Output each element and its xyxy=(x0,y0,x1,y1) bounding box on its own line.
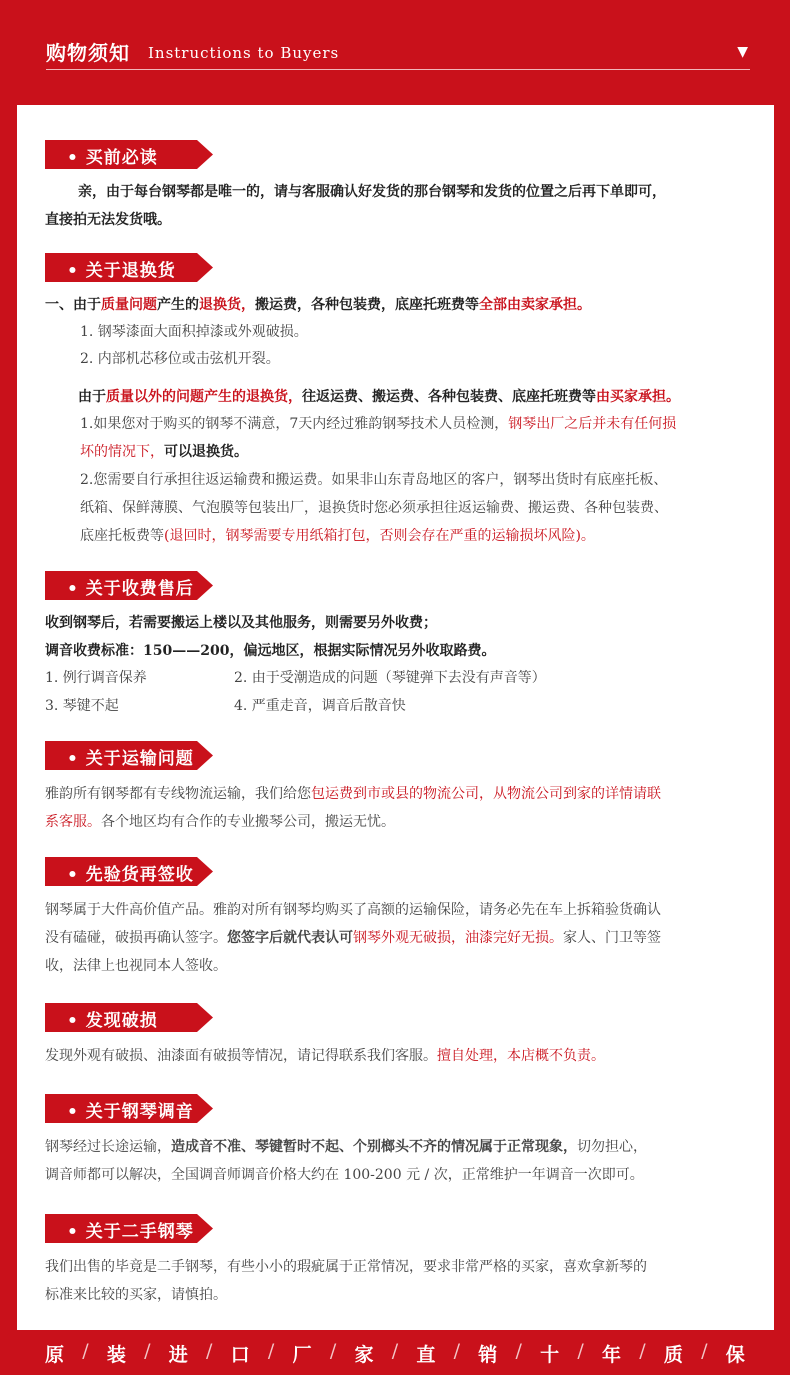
paragraph-line: 2. 内部机芯移位或击弦机开裂。 xyxy=(80,351,280,367)
text-run: 由于 xyxy=(78,389,106,405)
section-title: • 关于钢琴调音 xyxy=(67,1097,194,1122)
text-run: 系客服。 xyxy=(45,814,101,830)
section-title: • 关于退换货 xyxy=(67,256,176,281)
paragraph-line: 标准来比较的买家，请慎拍。 xyxy=(45,1287,227,1303)
list-item: 1. 例行调音保养 xyxy=(45,670,147,686)
paragraph-line xyxy=(45,924,661,952)
section-tag-inspect-before-signing xyxy=(45,857,213,886)
text-run: 您签字后就代表认可 xyxy=(227,930,353,946)
paragraph-line xyxy=(45,1133,647,1161)
text-run: 各个地区均有合作的专业搬琴公司，搬运无忧。 xyxy=(101,814,395,830)
text-run: 钢琴外观无破损，油漆完好无损。 xyxy=(353,930,563,946)
paragraph-line: 亲，由于每台钢琴都是唯一的，请与客服确认好发货的那台钢琴和发货的位置之后再下单即可， xyxy=(78,184,666,200)
text-run: 质量以外的问题产生的退换货， xyxy=(106,389,302,405)
text-run: 质量问题 xyxy=(101,297,157,313)
paragraph-line xyxy=(78,383,680,411)
text-run: 全部由卖家承担。 xyxy=(479,297,591,313)
text-run: 发现外观有破损、油漆面有破损等情况，请记得联系我们客服。 xyxy=(45,1048,437,1064)
paragraph-line xyxy=(45,291,591,319)
list-item: 2. 由于受潮造成的问题（琴键弹下去没有声音等） xyxy=(234,670,546,686)
footer-banner xyxy=(0,1330,790,1375)
slogan-char: 直 xyxy=(416,1344,436,1366)
slogan-char: 进 xyxy=(168,1344,188,1366)
text-run: 钢琴经过长途运输， xyxy=(45,1139,171,1155)
text-run: 底座托板费等 xyxy=(80,528,164,544)
paragraph-line xyxy=(80,438,248,466)
text-run: 家人、门卫等签 xyxy=(563,930,661,946)
section-tag-damage-found xyxy=(45,1003,213,1032)
slogan-char: 原 xyxy=(45,1344,65,1366)
text-run: 钢琴出厂之后并未有任何损 xyxy=(508,416,677,432)
section-title: • 发现破损 xyxy=(67,1006,158,1031)
header-divider xyxy=(46,69,750,70)
header-title-en: Instructions to Buyers xyxy=(148,44,340,62)
section-title: • 买前必读 xyxy=(67,143,158,168)
section-title: • 关于收费售后 xyxy=(67,574,194,599)
text-run: 擅自处理，本店概不负责。 xyxy=(437,1048,605,1064)
text-run: 包运费到市或县的物流公司，从物流公司到家的详情请联 xyxy=(311,786,661,802)
text-run: 可以退换货。 xyxy=(164,444,248,460)
slogan-char: 厂 xyxy=(292,1344,312,1366)
slogan-char: 保 xyxy=(725,1344,745,1366)
slogan-char: 质 xyxy=(663,1344,683,1366)
slogan-char: 年 xyxy=(602,1344,622,1366)
text-run: 雅韵所有钢琴都有专线物流运输，我们给您 xyxy=(45,786,311,802)
section-tag-returns xyxy=(45,253,213,282)
slogan-char: 口 xyxy=(230,1344,250,1366)
paragraph-line: 调音师都可以解决，全国调音师调音价格大约在 100-200 元 / 次，正常维护一年调音一次即可。 xyxy=(45,1167,644,1183)
text-run: 往返运费、搬运费、各种包装费、底座托班费等 xyxy=(302,389,596,405)
text-run: 退换货， xyxy=(199,297,255,313)
text-run: 造成音不准、琴键暂时不起、个别榔头不齐的情况属于正常现象， xyxy=(171,1139,577,1155)
section-tag-before-buying xyxy=(45,140,213,169)
section-tag-fees-after-sales xyxy=(45,571,213,600)
text-run: (退回时，钢琴需要专用纸箱打包，否则会存在严重的运输损坏风险)。 xyxy=(164,528,595,544)
section-tag-used-piano xyxy=(45,1214,213,1243)
paragraph-line: 2.您需要自行承担往返运输费和搬运费。如果非山东青岛地区的客户，钢琴出货时有底座托板、 xyxy=(80,472,668,488)
paragraph-line: 收，法律上也视同本人签收。 xyxy=(45,958,227,974)
list-item: 4. 严重走音，调音后散音快 xyxy=(234,698,406,714)
text-run: 1.如果您对于购买的钢琴不满意，7天内经过雅韵钢琴技术人员检测， xyxy=(80,416,509,432)
slogan-char: 家 xyxy=(354,1344,374,1366)
paragraph-line: 调音收费标准：150——200，偏远地区，根据实际情况另外收取路费。 xyxy=(45,643,496,659)
slogan-char: 装 xyxy=(106,1344,126,1366)
paragraph-line: 收到钢琴后，若需要搬运上楼以及其他服务，则需要另外收费； xyxy=(45,615,437,631)
text-run: 切勿担心， xyxy=(577,1139,647,1155)
section-title: • 先验货再签收 xyxy=(67,860,194,885)
text-run: 搬运费，各种包装费，底座托班费等 xyxy=(255,297,479,313)
paragraph-line xyxy=(80,522,595,550)
paragraph-line xyxy=(45,780,661,808)
paragraph-line: 1. 钢琴漆面大面积掉漆或外观破损。 xyxy=(80,324,308,340)
section-title: • 关于运输问题 xyxy=(67,744,194,769)
paragraph-line xyxy=(45,1042,605,1070)
paragraph-line: 钢琴属于大件高价值产品。雅韵对所有钢琴均购买了高额的运输保险，请务必先在车上拆箱验货确认 xyxy=(45,902,661,918)
text-run: 没有磕碰，破损再确认签字。 xyxy=(45,930,227,946)
paragraph-line xyxy=(45,808,395,836)
section-title: • 关于二手钢琴 xyxy=(67,1217,194,1242)
text-run: 一、由于 xyxy=(45,297,101,313)
text-run: 坏的情况下， xyxy=(80,444,164,460)
paragraph-line: 直接拍无法发货哦。 xyxy=(45,212,171,228)
page-header xyxy=(0,0,790,105)
paragraph-line xyxy=(80,410,676,438)
triangle-down-icon: ▼ xyxy=(737,44,748,60)
section-tag-shipping xyxy=(45,741,213,770)
paragraph-line: 我们出售的毕竟是二手钢琴，有些小小的瑕疵属于正常情况，要求非常严格的买家，喜欢拿新琴的 xyxy=(45,1259,647,1275)
slogan-char: 销 xyxy=(478,1344,498,1366)
list-item: 3. 琴键不起 xyxy=(45,698,119,714)
slogan-char: 十 xyxy=(540,1344,560,1366)
header-title-cn: 购物须知 xyxy=(46,41,130,65)
footer-slogan: 原 / 装 / 进 / 口 / 厂 / 家 / 直 / 销 / 十 / 年 / 质 / 保 xyxy=(45,1340,745,1366)
section-tag-piano-tuning xyxy=(45,1094,213,1123)
paragraph-line: 纸箱、保鲜薄膜、气泡膜等包装出厂，退换货时您必须承担往返运输费、搬运费、各种包装费、 xyxy=(80,500,668,516)
text-run: 由买家承担。 xyxy=(596,389,680,405)
text-run: 产生的 xyxy=(157,297,199,313)
